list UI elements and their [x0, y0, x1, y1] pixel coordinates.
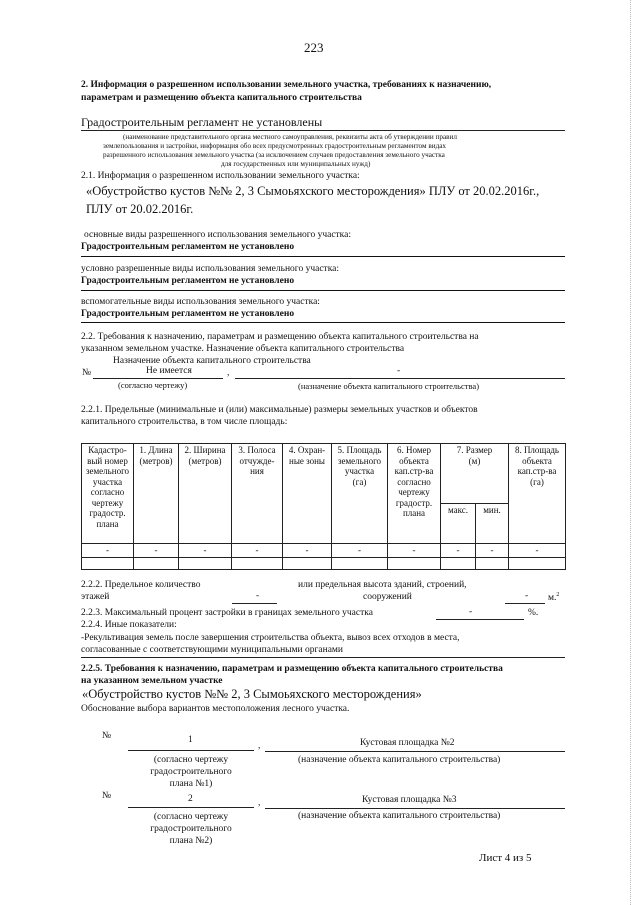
- footnote-line2: землепользования и застройки, информация обо всех предусмотренных градостроительным регламентом видах: [103, 142, 447, 150]
- main-uses-value: Градостроительным регламентом не установлено: [81, 242, 295, 252]
- s224-underline: [81, 657, 565, 658]
- s22-line3: Назначение объекта капитального строительства: [113, 356, 311, 366]
- item1-num: 1: [188, 735, 193, 745]
- table-cell: -: [134, 544, 179, 558]
- reglament-main: Градостроительным регламент не установлены: [81, 115, 323, 129]
- item2-name: Кустовая площадка №3: [362, 795, 457, 805]
- col-area-header: 5. Площадь земельного участка (га): [332, 444, 388, 544]
- item2-num-underline: [128, 807, 254, 808]
- s225-line1: 2.2.5. Требования к назначению, параметрам и размещению объекта капитального строительства: [81, 664, 503, 674]
- col-width-header: 2. Ширина (метров): [179, 444, 232, 544]
- s22-line1: 2.2. Требования к назначению, параметрам и размещению объекта капитального строительства на: [81, 332, 479, 342]
- s223-dash: -: [469, 607, 473, 617]
- s224-value-line2: согласованные с соответствующими муниципальными органами: [81, 645, 344, 655]
- main-uses-label: основные виды разрешенного использования земельного участка:: [84, 230, 352, 240]
- footnote-line1: (наименование представительного органа местного самоуправления, реквизиты акта об утверждении правил: [123, 133, 457, 141]
- table-cell: -: [332, 544, 388, 558]
- col-strip-header: 3. Полоса отчужде- ния: [232, 444, 283, 544]
- item2-purpose-caption: (назначение объекта капитального строительства): [298, 811, 501, 821]
- col-size-min-header: мин.: [476, 504, 509, 544]
- footnote-line3: разрешенного использования земельного участка (за исключением случаев предоставления земельного участка: [103, 151, 445, 159]
- item1-name: Кустовая площадка №2: [360, 738, 455, 748]
- table-cell: -: [388, 544, 441, 558]
- col-objnum-header: 6. Номер объекта кап.стр-ва согласно чертежу градостр. плана: [388, 444, 441, 544]
- section2-title-line2: параметрам и размещению объекта капитального строительства: [81, 93, 362, 103]
- col-length-header: 1. Длина (метров): [134, 444, 179, 544]
- footnote-line4: для государственных или муниципальных нужд): [221, 160, 371, 168]
- section2-title-line1: 2. Информация о разрешенном использовании земельного участка, требованиях к назначению,: [81, 80, 492, 90]
- s222-unit: м.$^2$: [548, 592, 560, 604]
- item2-caption: (согласно чертежу градостроительного плана №2): [150, 812, 232, 846]
- s222-height-dash: -: [525, 591, 529, 601]
- table-cell: -: [283, 544, 332, 558]
- parameters-table: [81, 443, 566, 570]
- item1-caption: (согласно чертежу градостроительного плана №1): [150, 755, 232, 789]
- justification: Обоснование выбора вариантов местоположения лесного участка.: [81, 704, 350, 714]
- s222-height-underline: [505, 603, 545, 604]
- s222-line1a: 2.2.2. Предельное количество: [81, 580, 201, 590]
- s221-line2: капитального строительства, в том числе площадь:: [81, 417, 288, 427]
- s222-line1b: или предельная высота зданий, строений,: [298, 580, 467, 590]
- sheet-number: Лист 4 из 5: [479, 852, 532, 864]
- aux-uses-underline: [81, 322, 565, 323]
- s224-value-line1: -Рекультивация земель после завершения строительства объекта, вывоз всех отходов в места,: [81, 633, 460, 643]
- s222-floors-dash: -: [256, 591, 260, 601]
- page-edge: [630, 0, 634, 905]
- table-cell: -: [232, 544, 283, 558]
- col-size-header: 7. Размер (м): [441, 444, 509, 504]
- cond-uses-underline: [81, 290, 565, 291]
- s223-label: 2.2.3. Максимальный процент застройки в границах земельного участка: [81, 608, 373, 618]
- s224-label: 2.2.4. Иные показатели:: [81, 620, 177, 630]
- cond-uses-label: условно разрешенные виды использования земельного участка:: [81, 264, 340, 274]
- s222-floors: этажей: [81, 592, 110, 602]
- table-cell: -: [82, 544, 134, 558]
- col-size-max-header: макс.: [441, 504, 476, 544]
- col-zones-header: 4. Охран- ные зоны: [283, 444, 332, 544]
- obj-num-underline: [93, 378, 223, 379]
- col-objarea-header: 8. Площадь объекта кап.стр-ва (га): [509, 444, 566, 544]
- table-cell: -: [179, 544, 232, 558]
- aux-uses-value: Градостроительным регламентом не установлено: [81, 309, 295, 319]
- item2-num-sign: №: [102, 791, 112, 801]
- page-number: 223: [304, 40, 324, 55]
- item1-num-underline: [128, 750, 254, 751]
- item2-num: 2: [188, 794, 193, 804]
- obj-num-value: Не имеется: [146, 366, 192, 376]
- reglament-underline: [81, 130, 565, 131]
- obj-purpose-dash: -: [397, 366, 401, 376]
- s21-value-line2: ПЛУ от 20.02.2016г.: [86, 202, 194, 216]
- s221-line1: 2.2.1. Предельные (минимальные и (или) максимальные) размеры земельных участков и объектов: [81, 405, 478, 415]
- aux-uses-label: вспомогательные виды использования земельного участка:: [81, 297, 320, 307]
- item1-name-underline: [265, 751, 565, 752]
- obj-num-sign: №: [82, 368, 92, 378]
- s22-line2: указанном земельном участке. Назначение объекта капитального строительства: [81, 344, 405, 354]
- s222-floors-underline: [232, 603, 277, 604]
- obj-purpose-caption: (назначение объекта капитального строительства): [298, 381, 480, 391]
- table-row-empty: [82, 557, 566, 569]
- s225-line2: на указанном земельном участке: [81, 676, 223, 686]
- table-cell: -: [441, 544, 476, 558]
- s225-value: «Обустройство кустов №№ 2, 3 Сымоьяхского месторождения»: [82, 687, 422, 701]
- s222-structures: сооружений: [363, 592, 412, 602]
- table-cell: -: [509, 544, 566, 558]
- table-row: [82, 544, 566, 558]
- item2-comma: ,: [258, 798, 261, 808]
- col-cadastral-header: Кадастро- вый номер земельного участка согласно чертежу градостр. плана: [82, 444, 134, 544]
- obj-num-caption: (согласно чертежу): [118, 380, 188, 390]
- s223-unit: %.: [528, 608, 539, 618]
- obj-purpose-underline: [235, 378, 565, 379]
- main-uses-underline: [81, 256, 565, 257]
- cond-uses-value: Градостроительным регламентом не установлено: [81, 276, 295, 286]
- item1-purpose-caption: (назначение объекта капитального строительства): [298, 755, 501, 765]
- table-cell: -: [476, 544, 509, 558]
- s21-value-line1: «Обустройство кустов №№ 2, 3 Сымоьяхского месторождения» ПЛУ от 20.02.2016г.,: [86, 184, 540, 198]
- s21-label: 2.1. Информация о разрешенном использовании земельного участка:: [81, 171, 360, 181]
- item2-name-underline: [265, 808, 565, 809]
- obj-comma: ,: [227, 368, 230, 378]
- item1-comma: ,: [258, 741, 261, 751]
- s223-underline: [436, 619, 524, 620]
- item1-num-sign: №: [102, 731, 112, 741]
